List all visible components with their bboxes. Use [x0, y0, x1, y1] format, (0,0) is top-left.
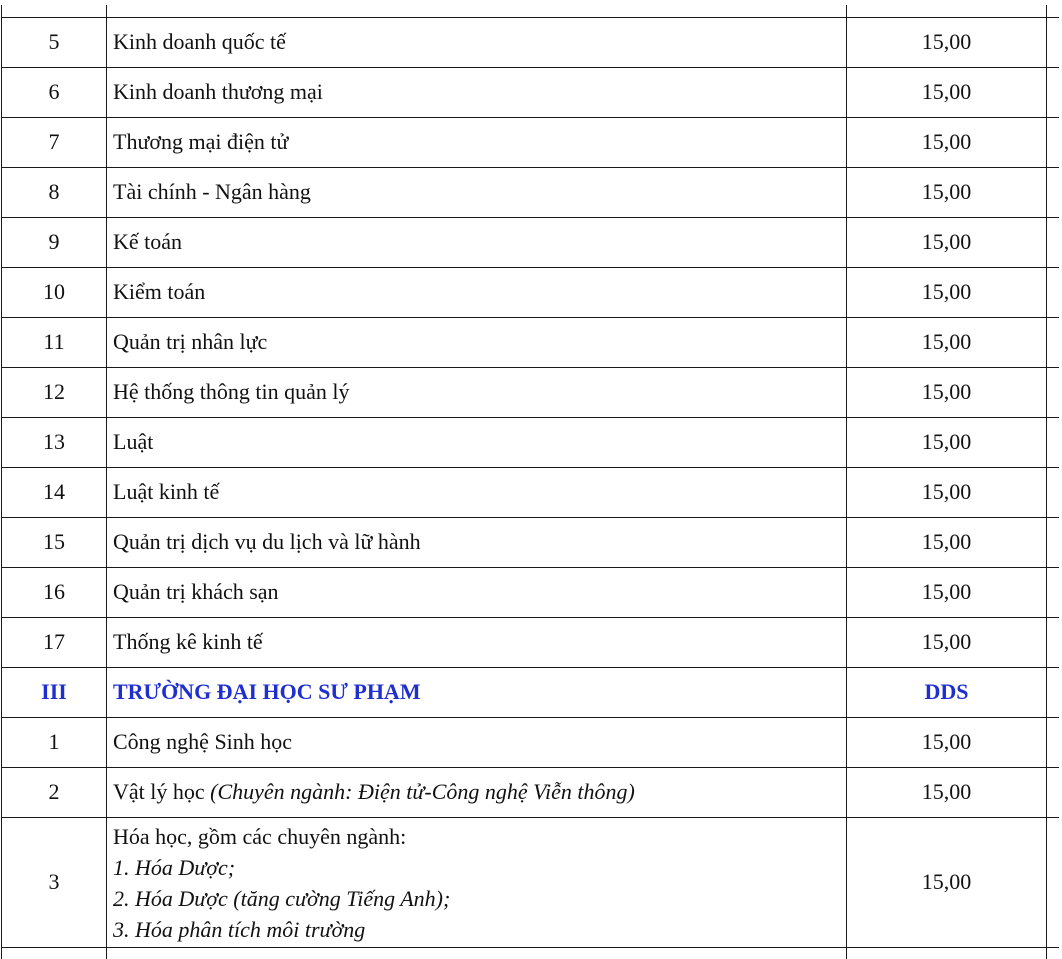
major-name[interactable]: Luật — [107, 417, 847, 467]
score-value[interactable]: 15,00 — [847, 767, 1047, 817]
table-row-top-edge — [2, 5, 1060, 17]
table-row[interactable] — [2, 767, 1060, 817]
specialization-line: 3. Hóa phân tích môi trường — [113, 917, 366, 942]
score-value[interactable]: 15,00 — [847, 517, 1047, 567]
table-row[interactable] — [2, 167, 1060, 217]
table-row[interactable] — [2, 367, 1060, 417]
section-score[interactable]: DDS — [847, 667, 1047, 717]
table-row[interactable] — [2, 817, 1060, 947]
row-number[interactable]: 16 — [2, 567, 107, 617]
major-specialization-note: (Chuyên ngành: Điện tử-Công nghệ Viễn thông) — [210, 779, 635, 804]
table-row[interactable] — [2, 617, 1060, 667]
major-name[interactable]: Quản trị nhân lực — [107, 317, 847, 367]
major-name[interactable]: Quản trị khách sạn — [107, 567, 847, 617]
major-name[interactable]: Tài chính - Ngân hàng — [107, 167, 847, 217]
score-value[interactable]: 15,00 — [847, 467, 1047, 517]
score-value[interactable]: 15,00 — [847, 567, 1047, 617]
section-title[interactable]: TRƯỜNG ĐẠI HỌC SƯ PHẠM — [107, 667, 847, 717]
table-row[interactable] — [2, 267, 1060, 317]
score-value[interactable]: 15,00 — [847, 67, 1047, 117]
table-row[interactable] — [2, 467, 1060, 517]
major-name[interactable]: Quản trị dịch vụ du lịch và lữ hành — [107, 517, 847, 567]
row-number[interactable]: 10 — [2, 267, 107, 317]
row-number[interactable]: 12 — [2, 367, 107, 417]
row-number[interactable]: 17 — [2, 617, 107, 667]
major-name[interactable]: Kinh doanh quốc tế — [107, 17, 847, 67]
score-value[interactable]: 15,00 — [847, 367, 1047, 417]
major-name[interactable]: Kế toán — [107, 217, 847, 267]
table-row[interactable] — [2, 217, 1060, 267]
table-row[interactable] — [2, 67, 1060, 117]
score-value[interactable]: 15,00 — [847, 317, 1047, 367]
table-row[interactable] — [2, 517, 1060, 567]
row-number[interactable]: 9 — [2, 217, 107, 267]
score-value[interactable]: 15,00 — [847, 167, 1047, 217]
row-number[interactable]: 11 — [2, 317, 107, 367]
table-row[interactable] — [2, 567, 1060, 617]
section-number[interactable]: III — [2, 667, 107, 717]
major-name[interactable]: Công nghệ Sinh học — [107, 717, 847, 767]
row-number[interactable]: 3 — [2, 817, 107, 947]
major-name-cell[interactable] — [107, 767, 847, 817]
major-name[interactable]: Kinh doanh thương mại — [107, 67, 847, 117]
score-value[interactable]: 15,00 — [847, 417, 1047, 467]
table-row[interactable] — [2, 117, 1060, 167]
row-number[interactable]: 5 — [2, 17, 107, 67]
score-value[interactable]: 15,00 — [847, 117, 1047, 167]
major-name[interactable]: Hệ thống thông tin quản lý — [107, 367, 847, 417]
row-number[interactable]: 2 — [2, 767, 107, 817]
major-name[interactable]: Kiểm toán — [107, 267, 847, 317]
major-name[interactable]: Thương mại điện tử — [107, 117, 847, 167]
row-number[interactable]: 8 — [2, 167, 107, 217]
major-name[interactable]: Luật kinh tế — [107, 467, 847, 517]
table-row[interactable] — [2, 17, 1060, 67]
score-value[interactable]: 15,00 — [847, 617, 1047, 667]
row-number[interactable]: 15 — [2, 517, 107, 567]
section-header-row[interactable] — [2, 667, 1060, 717]
score-value[interactable]: 15,00 — [847, 267, 1047, 317]
table-row[interactable] — [2, 717, 1060, 767]
score-value[interactable]: 15,00 — [847, 817, 1047, 947]
score-value[interactable]: 15,00 — [847, 717, 1047, 767]
score-value[interactable]: 15,00 — [847, 217, 1047, 267]
score-value[interactable]: 15,00 — [847, 17, 1047, 67]
row-number[interactable]: 7 — [2, 117, 107, 167]
row-number[interactable]: 14 — [2, 467, 107, 517]
table-row-bottom-edge — [2, 947, 1060, 959]
admission-scores-table — [1, 5, 1059, 959]
major-name: Hóa học, gồm các chuyên ngành: — [113, 824, 407, 849]
major-name: Vật lý học — [113, 779, 205, 804]
row-number[interactable]: 13 — [2, 417, 107, 467]
specialization-line: 1. Hóa Dược; — [113, 855, 236, 880]
major-name-cell[interactable] — [107, 817, 847, 947]
major-name[interactable]: Thống kê kinh tế — [107, 617, 847, 667]
specialization-line: 2. Hóa Dược (tăng cường Tiếng Anh); — [113, 886, 451, 911]
table-row[interactable] — [2, 317, 1060, 367]
row-number[interactable]: 6 — [2, 67, 107, 117]
row-number[interactable]: 1 — [2, 717, 107, 767]
table-row[interactable] — [2, 417, 1060, 467]
